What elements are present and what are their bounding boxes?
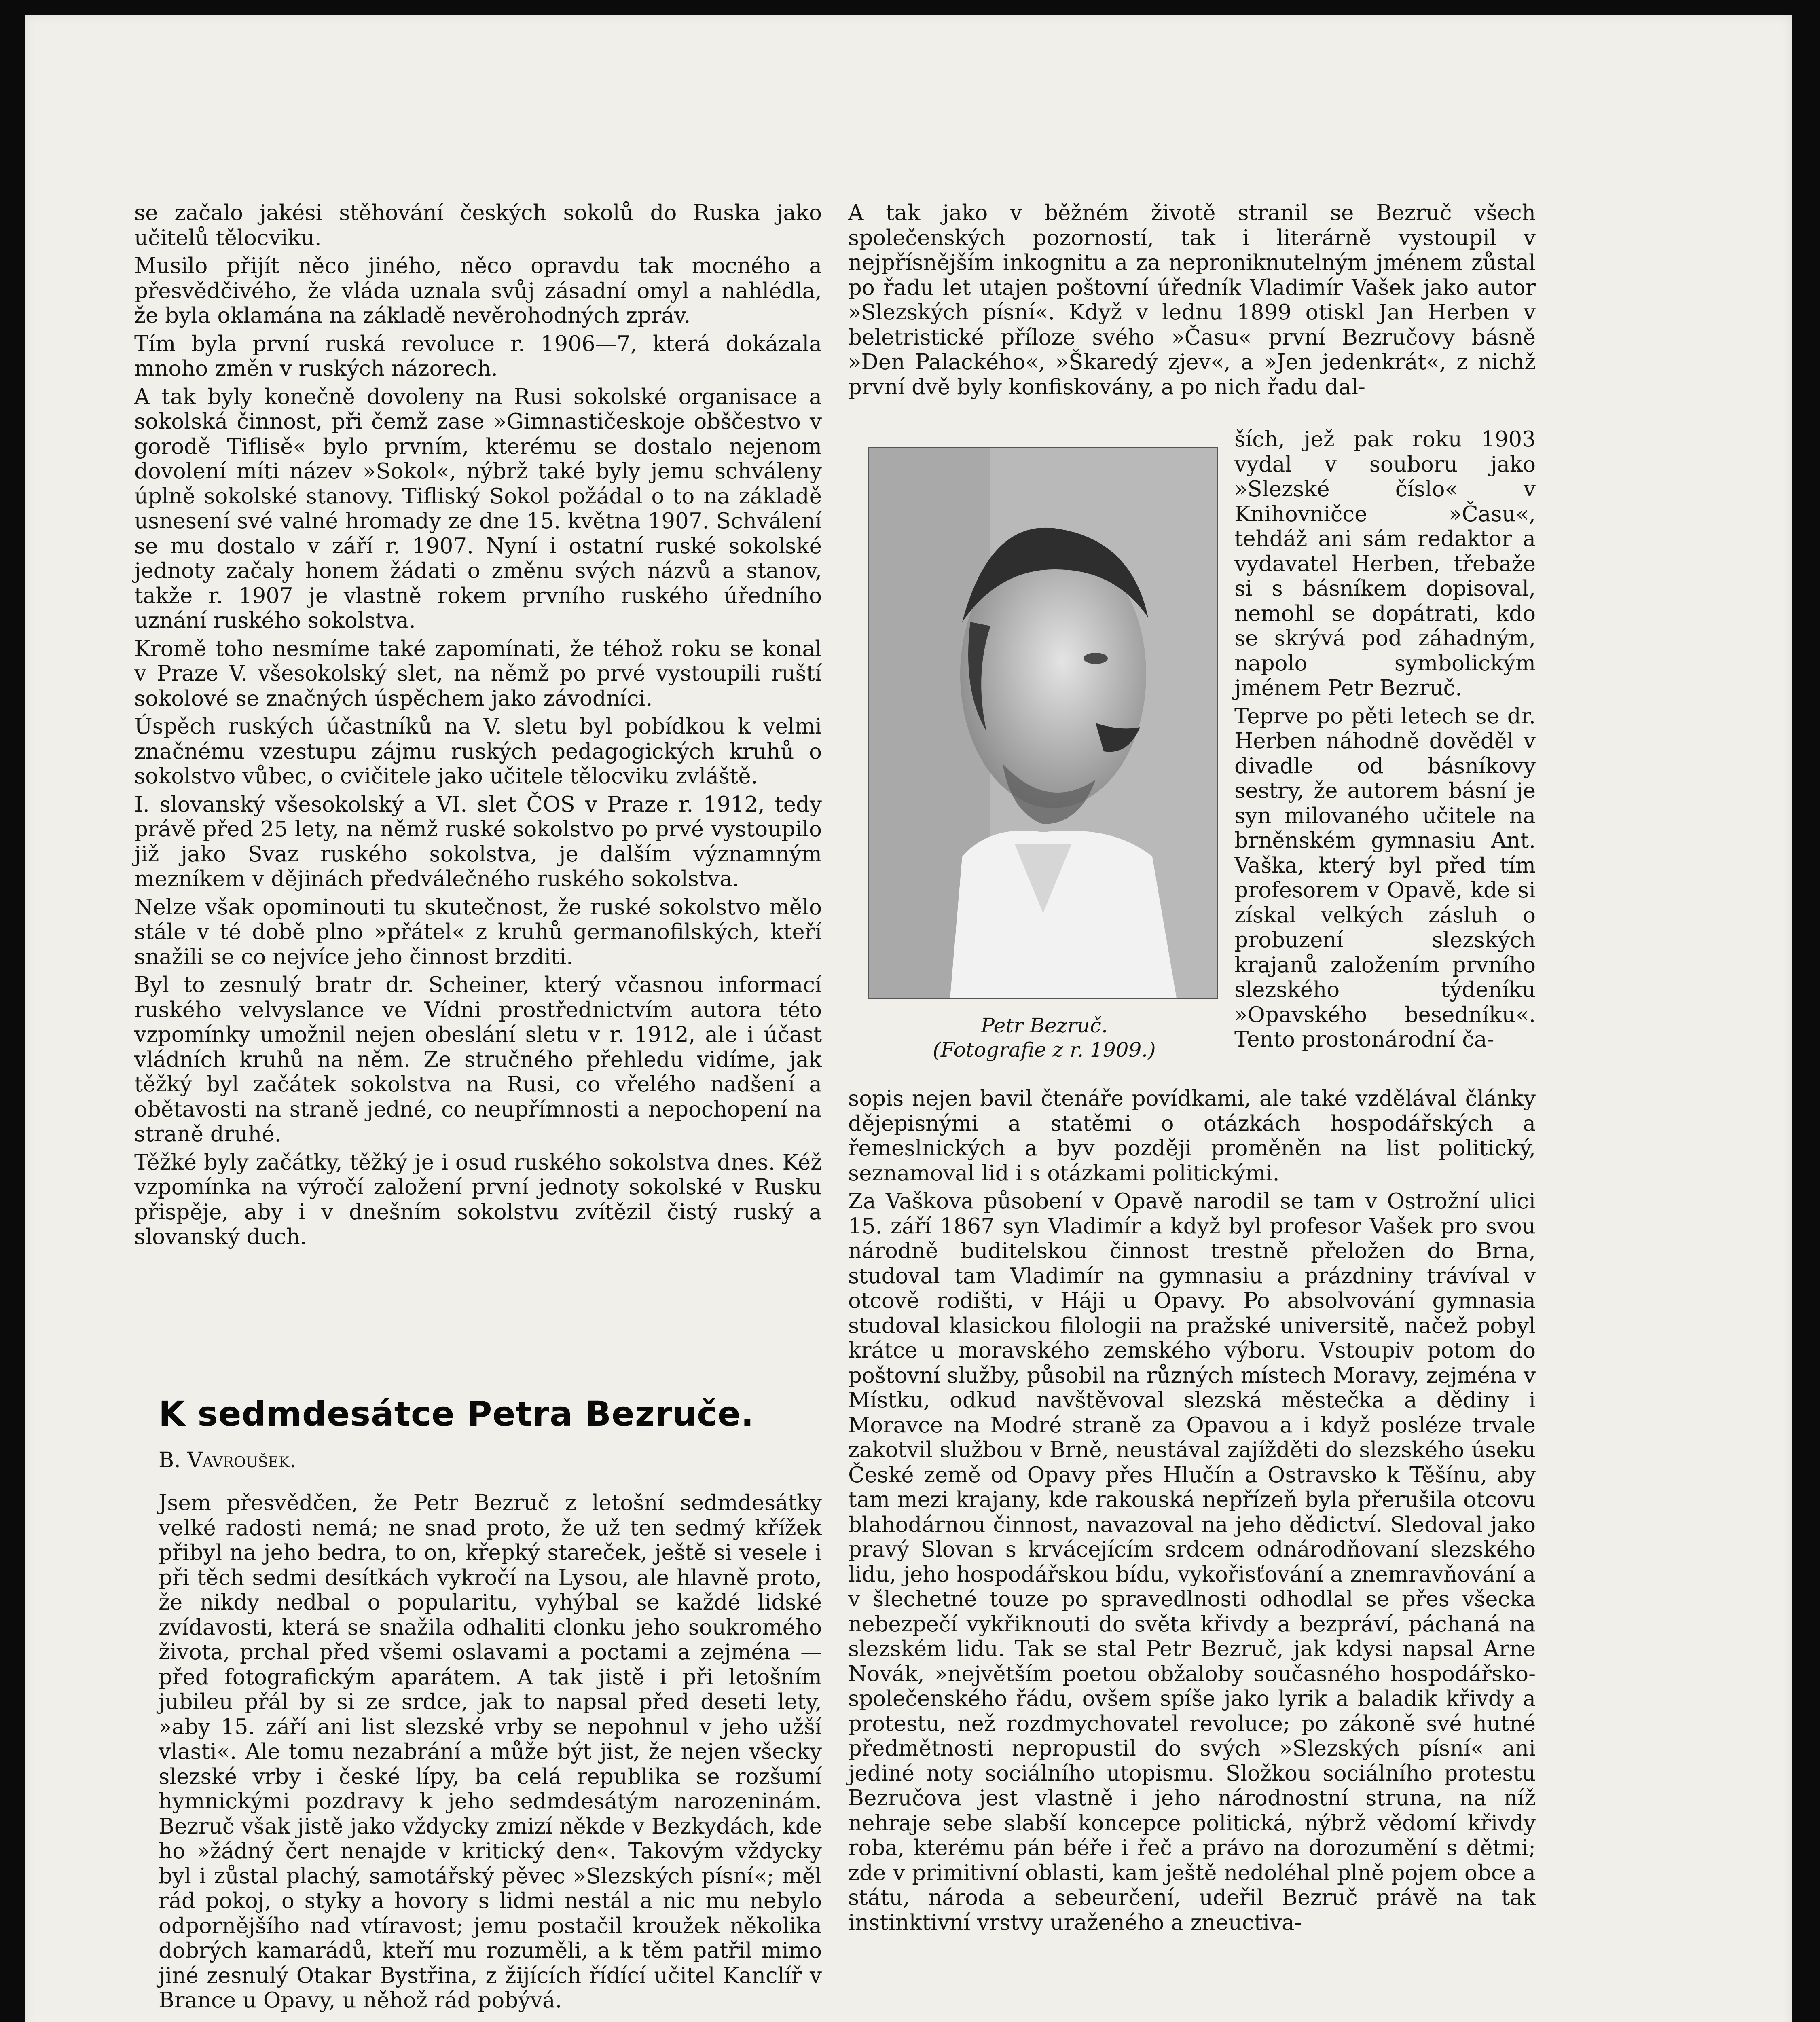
portrait-photo <box>868 447 1218 999</box>
paragraph: Nelze však opominouti tu skutečnost, že ruské sokolstvo mělo stále v té době plno »přátel« z kruhů germanofilských, kteří snažili se co nejvíce jeho činnost brzditi. <box>134 895 822 969</box>
portrait-image <box>869 448 1217 998</box>
paragraph: Tím byla první ruská revoluce r. 1906—7, která dokázala mnoho změn v ruských názorech. <box>134 331 822 381</box>
page <box>25 15 1792 2022</box>
paragraph: se začalo jakési stěhování českých sokolů do Ruska jako učitelů tělocviku. <box>134 201 822 250</box>
paragraph: Teprve po pěti letech se dr. Herben náhodně dověděl v divadle od básníkovy sestry, že autorem básní je syn milovaného učitele na brněnském gymnasiu Ant. Vaška, který byl před tím profesorem v Opavě, kde si získal velkých zásluh o probuzení slezských krajanů založením prvního slezského týdeníku »Opavského besedníku«. Tento prostonárodní ča- <box>1234 704 1536 1052</box>
caption-source: (Fotografie z r. 1909.) <box>933 1038 1156 1062</box>
left-column <box>134 201 822 1253</box>
article-right-full <box>848 1086 1536 1938</box>
paragraph: Těžké byly začátky, těžký je i osud ruského sokolstva dnes. Kéž vzpomínka na výročí založení první jednoty sokolské v Rusku přispěje, aby i v dnešním sokolstvu zvítězil čistý ruský a slovanský duch. <box>134 1150 822 1249</box>
article-right-top <box>848 201 1536 403</box>
paragraph: Byl to zesnulý bratr dr. Scheiner, který včasnou informací ruského velvyslance ve Vídni prostřednictvím autora této vzpomínky umožnil nejen obeslání sletu v r. 1912, ale i účast vládních kruhů na něm. Ze stručného přehledu vidíme, jak těžký byl začátek sokolstva na Rusi, co vřelého nadšení a obětavosti na straně jedné, co neupřímnosti a nepochopení na straně druhé. <box>134 973 822 1146</box>
paragraph: A tak jako v běžném životě stranil se Bezruč všech společenských pozorností, tak i literárně vystoupil v nejpřísnějším inkognitu a za neproniknutelným jménem zůstal po řadu let utajen poštovní úředník Vladimír Vašek jako autor »Slezských písní«. Když v lednu 1899 otiskl Jan Herben v beletristické příloze svého »Času« první Bezručovy básně »Den Palackého«, »Škaredý zjev«, a »Jen jedenkrát«, z nichž první dvě byly konfiskovány, a po nich řadu dal- <box>848 201 1536 400</box>
article-heading: K sedmdesátce Petra Bezruče. <box>159 1394 754 1434</box>
paragraph: Musilo přijít něco jiného, něco opravdu tak mocného a přesvědčivého, že vláda uznala svůj zásadní omyl a nahlédla, že byla oklamána na základě nevěrohodných zpráv. <box>134 254 822 328</box>
paragraph: Úspěch ruských účastníků na V. sletu byl pobídkou k velmi značnému vzestupu zájmu ruských pedagogických kruhů o sokolstvo vůbec, o cvičitele jako učitele tělocviku zvláště. <box>134 714 822 789</box>
article-right-narrow <box>1234 427 1536 1055</box>
article-author: B. Vavroušek. <box>159 1448 296 1472</box>
paragraph: Jsem přesvědčen, že Petr Bezruč z letošní sedmdesátky velké radosti nemá; ne snad proto, že už ten sedmý křížek přibyl na jeho bedra, to on, křepký stareček, ještě si vesele i při těch sedmi desítkách vykročí na Lysou, ale hlavně proto, že nikdy nedbal o popularitu, vyhýbal se každé lidské zvídavosti, která se snažila odhaliti clonku jeho soukromého života, prchal před všemi oslavami a poctami a zejména — před fotografickým aparátem. A tak jistě i při letošním jubileu přál by si ze srdce, jak to napsal před deseti lety, »aby 15. září ani list slezské vrby se nepohnul v jeho užší vlasti«. Ale tomu nezabrání a může být jist, že nejen všecky slezské vrby i české lípy, ba celá republika se rozšumí hymnickými pozdravy k jeho sedmdesátým narozeninám. Bezruč však jistě jako vždycky zmizí někde v Bezkydách, kde ho »žádný čert nenajde v kritický den«. Takovým vždycky byl i zůstal plachý, samotářský pěvec »Slezských písní«; měl rád pokoj, o styky a hovory s lidmi nestál a nic mu nebylo odpornějšího nad vtíravost; jemu postačil kroužek několika dobrých kamarádů, kteří mu rozuměli, a k těm patřil mimo jiné zesnulý Otakar Bystřina, z žijících řídící učitel Kanclíř v Brance u Opavy, u něhož rád pobývá. <box>159 1491 822 2013</box>
paragraph: ších, jež pak roku 1903 vydal v souboru jako »Slezské číslo« v Knihovničce »Času«, tehdáž ani sám redaktor a vydavatel Herben, třebaže si s básníkem dopisoval, nemohl se dopátrati, kdo se skrývá pod záhadným, napolo symbolickým jménem Petr Bezruč. <box>1234 427 1536 700</box>
paragraph: A tak byly konečně dovoleny na Rusi sokolské organisace a sokolská činnost, při čemž zase »Gimnastičeskoje obščestvo v gorodě Tiflisě« bylo prvním, kterému se dostalo nejenom dovolení míti název »Sokol«, nýbrž také byly jemu schváleny úplně sokolské stanovy. Tifliský Sokol požádal o to na základě usnesení své valné hromady ze dne 15. května 1907. Schválení se mu dostalo v září r. 1907. Nyní i ostatní ruské sokolské jednoty začaly honem žádati o změnu svých názvů a stanov, takže r. 1907 je vlastně rokem prvního ruského úředního uznání ruského sokolstva. <box>134 384 822 633</box>
paragraph: sopis nejen bavil čtenáře povídkami, ale také vzdělával články dějepisnými a statěmi o otázkách hospodářských a řemeslnických a byv později proměněn na list politický, seznamoval lid i s otázkami politickými. <box>848 1086 1536 1186</box>
article-left-column <box>159 1491 822 2013</box>
paragraph: I. slovanský všesokolský a VI. slet ČOS v Praze r. 1912, tedy právě před 25 lety, na němž ruské sokolstvo po prvé vystoupilo již jako Svaz ruského sokolstva, je dalším významným mezníkem v dějinách předválečného ruského sokolstva. <box>134 792 822 891</box>
paragraph: Kromě toho nesmíme také zapomínati, že téhož roku se konal v Praze V. všesokolský slet, na němž po prvé vystoupili ruští sokolové se značných úspěchem jako závodníci. <box>134 636 822 711</box>
paragraph: Za Vaškova působení v Opavě narodil se tam v Ostrožní ulici 15. září 1867 syn Vladimír a když byl profesor Vašek pro svou národně buditelskou činnost trestně přeložen do Brna, studoval tam Vladimír na gymnasiu a prázdniny trávíval v otcově rodišti, v Háji u Opavy. Po absolvování gymnasia studoval klasickou filologii na pražské universitě, načež pobyl krátce u moravského zemského výboru. Vstoupiv potom do poštovní služby, působil na různých místech Moravy, zejména v Místku, odkud navštěvoval slezská městečka a dědiny i Moravce na Modré straně za Opavou a i když posléze trvale zakotvil službou v Brně, neustával zajížděti do slezského úseku České země od Opavy přes Hlučín a Ostravsko k Těšínu, aby tam mezi krajany, kde rakouská nepřízeň byla přerušila otcovu blahodárnou činnost, navazoval na jeho dědictví. Sledoval jako pravý Slovan s krvácejícím srdcem odnárodňovaní slezského lidu, jeho hospodářskou bídu, vykořisťování a znemravňování a v šlechetné touze po spravedlnosti odhodlal se přes všecka nebezpečí vykřiknouti do světa křivdy a bezpráví, páchaná na slezském lidu. Tak se stal Petr Bezruč, jak kdysi napsal Arne Novák, »největším poetou obžaloby současného hospodářsko-společenského řádu, ovšem spíše jako lyrik a baladik křivdy a protestu, než rozdmychovatel revoluce; po zákoně své hutné předmětnosti nepropustil do svých »Slezských písní« ani jediné noty sociálního utopismu. Složkou sociálního protestu Bezručova jest vlastně i jeho národnostní struna, na níž nehraje sebe slabší koncepce politická, nýbrž vědomí křivdy roba, kterému pán béře i řeč a právo na dorozumění s dětmi; zde v primitivní oblasti, kam ještě nedoléhal plně pojem obce a státu, národa a sebeurčení, udeřil Bezruč právě na tak instinktivní vrstvy uraženého a zneuctiva- <box>848 1189 1536 1935</box>
caption-name: Petr Bezruč. <box>981 1014 1108 1037</box>
photo-caption <box>874 1013 1214 1062</box>
